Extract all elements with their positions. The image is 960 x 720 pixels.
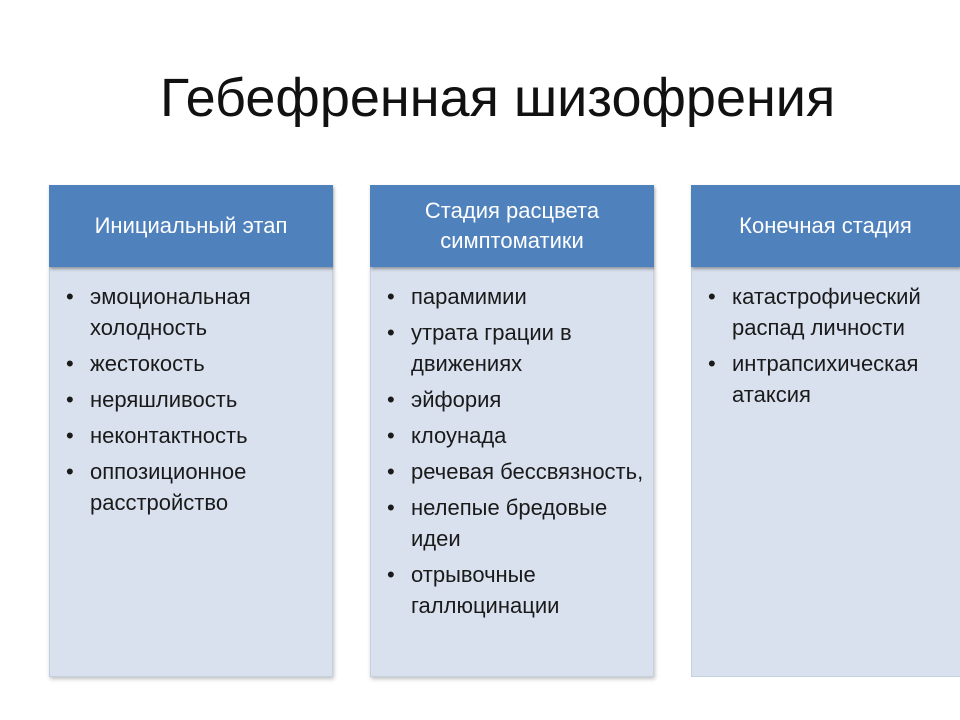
list-item: • отрывочные галлюцинации <box>385 559 647 621</box>
list-item: • речевая бессвязность, <box>385 456 647 487</box>
list-item: • неряшливость <box>64 384 326 415</box>
list-item: • неконтактность <box>64 420 326 451</box>
column-header-label: Стадия расцвета симптоматики <box>424 198 600 253</box>
column-initial-stage <box>49 185 333 677</box>
list-item: • интрапсихическая атаксия <box>706 348 954 410</box>
list-item: • парамимии <box>385 281 647 312</box>
list-item: • катастрофический распад личности <box>706 281 954 343</box>
column-header <box>691 185 960 267</box>
column-header <box>49 185 333 267</box>
column-peak-stage <box>370 185 654 677</box>
list-item: • эйфория <box>385 384 647 415</box>
column-final-stage <box>691 185 960 677</box>
bullet-list <box>385 281 647 621</box>
list-item: • оппозиционное расстройство <box>64 456 326 518</box>
bullet-list <box>64 281 326 518</box>
bullet-list <box>706 281 954 410</box>
column-header-label: Инициальный этап <box>94 213 288 238</box>
column-header-label: Конечная стадия <box>739 213 912 238</box>
slide-title: Гебефренная шизофрения <box>160 68 836 128</box>
column-header <box>370 185 654 267</box>
column-body <box>49 267 333 677</box>
list-item: • клоунада <box>385 420 647 451</box>
list-item: • утрата грации в движениях <box>385 317 647 379</box>
column-body <box>691 267 960 677</box>
list-item: • жестокость <box>64 348 326 379</box>
list-item: • эмоциональная холодность <box>64 281 326 343</box>
list-item: • нелепые бредовые идеи <box>385 492 647 554</box>
column-body <box>370 267 654 677</box>
